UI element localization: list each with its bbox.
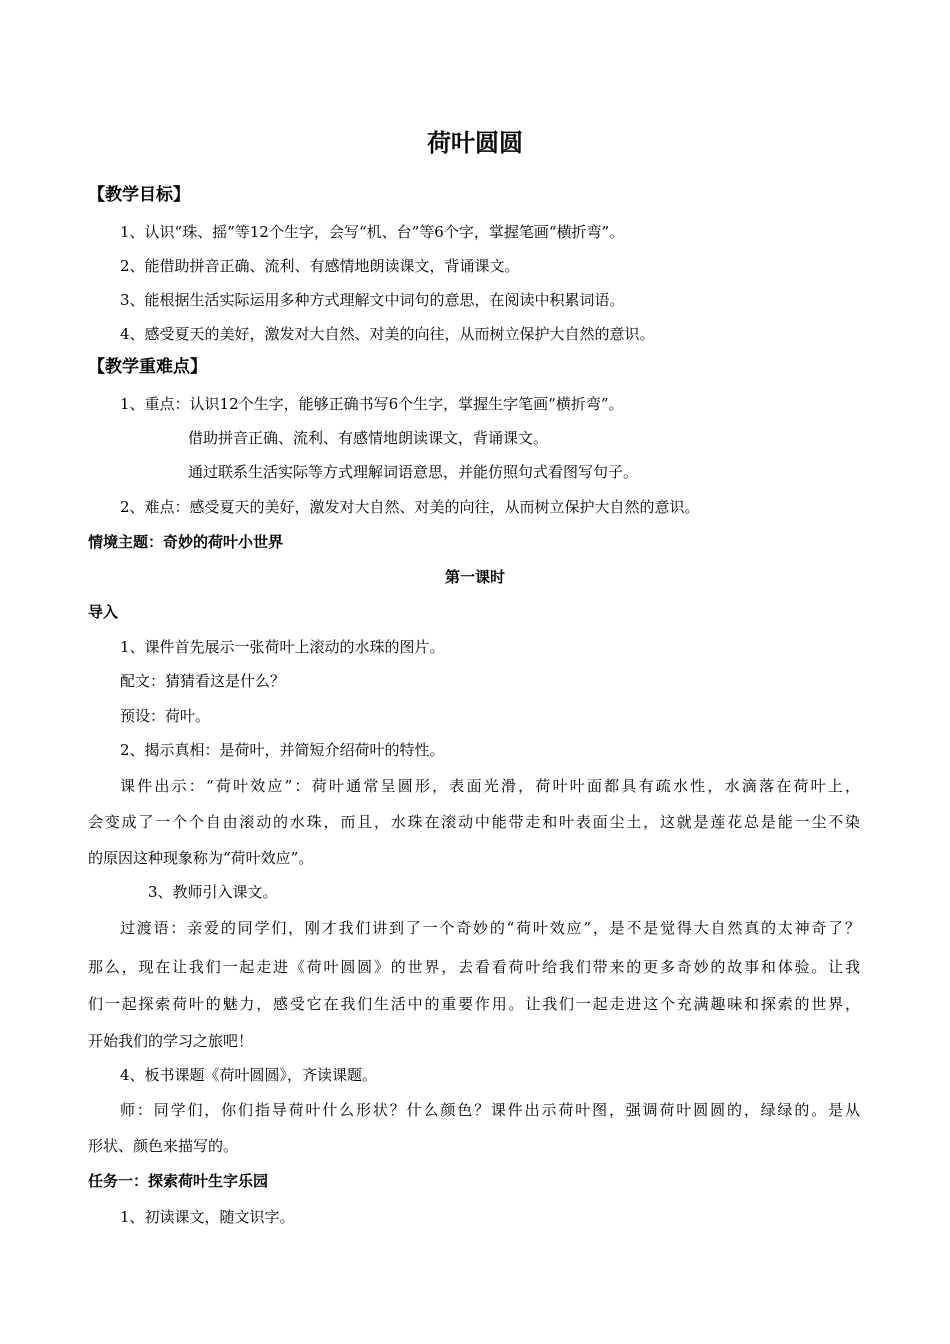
intro-line: 课件出示：“荷叶效应”：荷叶通常呈圆形，表面光滑，荷叶叶面都具有疏水性，水滴落在荷叶上， <box>120 777 860 795</box>
intro-line: 预设：荷叶。 <box>120 707 211 725</box>
key-point-item: 通过联系生活实际等方式理解词语意思，并能仿照句式看图写句子。 <box>188 463 639 481</box>
intro-line: 们一起探索荷叶的魅力，感受它在我们生活中的重要作用。让我们一起走进这个充满趣味和探索的世界， <box>88 995 860 1013</box>
intro-line: 3、教师引入课文。 <box>148 883 278 901</box>
key-point-item: 1、重点：认识12个生字，能够正确书写6个生字，掌握生字笔画“横折弯”。 <box>120 395 624 413</box>
intro-line: 会变成了一个个自由滚动的水珠，而且，水珠在滚动中能带走和叶表面尘土，这就是莲花总是能一尘不染 <box>88 813 860 831</box>
task1-heading: 任务一：探索荷叶生字乐园 <box>88 1172 269 1190</box>
objective-item: 1、认识“珠、摇”等12个生字，会写“机、台”等6个字，掌握笔画“横折弯”。 <box>120 223 625 241</box>
document-title: 荷叶圆圆 <box>427 129 523 157</box>
objective-item: 3、能根据生活实际运用多种方式理解文中词句的意思，在阅读中积累词语。 <box>120 291 625 309</box>
key-point-item: 借助拼音正确、流利、有感情地朗读课文，背诵课文。 <box>188 429 549 447</box>
task1-line: 1、初读课文，随文识字。 <box>120 1208 295 1226</box>
intro-line: 形状、颜色来描写的。 <box>88 1137 239 1155</box>
intro-line: 2、揭示真相：是荷叶，并简短介绍荷叶的特性。 <box>120 741 445 759</box>
intro-line: 1、课件首先展示一张荷叶上滚动的水珠的图片。 <box>120 638 445 656</box>
intro-line: 过渡语：亲爱的同学们，刚才我们讲到了一个奇妙的“荷叶效应”，是不是觉得大自然真的太神奇了？ <box>120 919 860 937</box>
objectives-heading: 【教学目标】 <box>88 185 190 205</box>
key-points-heading: 【教学重难点】 <box>88 357 207 377</box>
intro-line: 配文：猜猜看这是什么？ <box>120 672 286 690</box>
intro-line: 师：同学们，你们指导荷叶什么形状？什么颜色？课件出示荷叶图，强调荷叶圆圆的，绿绿的。是从 <box>120 1101 860 1119</box>
intro-line: 那么，现在让我们一起走进《荷叶圆圆》的世界，去看看荷叶给我们带来的更多奇妙的故事和体验。让我 <box>88 958 860 976</box>
key-point-item: 2、难点：感受夏天的美好，激发对大自然、对美的向往，从而树立保护大自然的意识。 <box>120 498 700 516</box>
objective-item: 2、能借助拼音正确、流利、有感情地朗读课文，背诵课文。 <box>120 257 520 275</box>
intro-line: 的原因这种现象称为“荷叶效应”。 <box>88 849 314 867</box>
lesson-title: 第一课时 <box>444 568 505 586</box>
objective-item: 4、感受夏天的美好，激发对大自然、对美的向往，从而树立保护大自然的意识。 <box>120 325 655 343</box>
intro-heading: 导入 <box>88 603 119 621</box>
intro-line: 4、板书课题《荷叶圆圆》，齐读课题。 <box>120 1066 378 1084</box>
theme-line: 情境主题：奇妙的荷叶小世界 <box>88 533 284 551</box>
intro-line: 开始我们的学习之旅吧！ <box>88 1032 254 1050</box>
